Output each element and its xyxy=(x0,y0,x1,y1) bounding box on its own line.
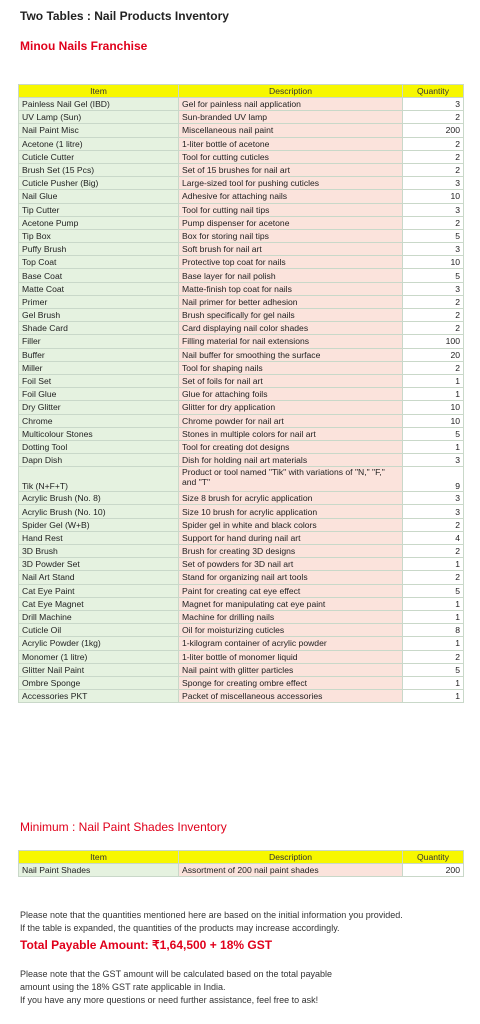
column-header-description: Description xyxy=(179,851,403,864)
quantity-cell: 4 xyxy=(403,531,464,544)
table-row xyxy=(19,637,464,650)
column-header-quantity: Quantity xyxy=(403,851,464,864)
description-cell: Filling material for nail extensions xyxy=(179,335,403,348)
item-cell: Nail Art Stand xyxy=(19,571,179,584)
description-cell: Sponge for creating ombre effect xyxy=(179,676,403,689)
quantity-cell: 1 xyxy=(403,690,464,703)
table-row xyxy=(19,440,464,453)
column-header-description: Description xyxy=(179,85,403,98)
item-cell: Painless Nail Gel (IBD) xyxy=(19,98,179,111)
quantity-cell: 10 xyxy=(403,256,464,269)
item-cell: Buffer xyxy=(19,348,179,361)
note-gst-2: amount using the 18% GST rate applicable in India. xyxy=(20,982,226,992)
note-help: If you have any more questions or need further assistance, feel free to ask! xyxy=(20,995,319,1005)
table-row xyxy=(19,518,464,531)
description-cell: Packet of miscellaneous accessories xyxy=(179,690,403,703)
item-cell: Nail Paint Misc xyxy=(19,124,179,137)
item-cell: Accessories PKT xyxy=(19,690,179,703)
item-cell: Chrome xyxy=(19,414,179,427)
quantity-cell: 2 xyxy=(403,322,464,335)
description-cell: Miscellaneous nail paint xyxy=(179,124,403,137)
item-cell: Monomer (1 litre) xyxy=(19,650,179,663)
item-cell: Cuticle Oil xyxy=(19,624,179,637)
description-cell: Pump dispenser for acetone xyxy=(179,216,403,229)
item-cell: Top Coat xyxy=(19,256,179,269)
note-gst-1: Please note that the GST amount will be calculated based on the total payable xyxy=(20,969,333,979)
item-cell: Acetone (1 litre) xyxy=(19,137,179,150)
table-row xyxy=(19,427,464,440)
description-cell: 1-liter bottle of acetone xyxy=(179,137,403,150)
table-row xyxy=(19,374,464,387)
item-cell: Tik (N+F+T) xyxy=(19,467,179,492)
table-row xyxy=(19,216,464,229)
table-row xyxy=(19,571,464,584)
item-cell: Filler xyxy=(19,335,179,348)
table-row xyxy=(19,531,464,544)
item-cell: Base Coat xyxy=(19,269,179,282)
quantity-cell: 10 xyxy=(403,190,464,203)
column-header-item: Item xyxy=(19,851,179,864)
description-cell: Adhesive for attaching nails xyxy=(179,190,403,203)
description-cell: Set of 15 brushes for nail art xyxy=(179,163,403,176)
description-cell: Stand for organizing nail art tools xyxy=(179,571,403,584)
quantity-cell: 3 xyxy=(403,505,464,518)
description-cell: Tool for shaping nails xyxy=(179,361,403,374)
item-cell: Matte Coat xyxy=(19,282,179,295)
table-row xyxy=(19,584,464,597)
quantity-cell: 5 xyxy=(403,229,464,242)
quantity-cell: 2 xyxy=(403,216,464,229)
table-row xyxy=(19,558,464,571)
quantity-cell: 3 xyxy=(403,177,464,190)
description-cell: Magnet for manipulating cat eye paint xyxy=(179,597,403,610)
quantity-cell: 2 xyxy=(403,111,464,124)
quantity-cell: 2 xyxy=(403,361,464,374)
quantity-cell: 2 xyxy=(403,295,464,308)
description-cell: Large-sized tool for pushing cuticles xyxy=(179,177,403,190)
quantity-cell: 1 xyxy=(403,374,464,387)
shades-table xyxy=(18,850,464,877)
quantity-cell: 9 xyxy=(403,467,464,492)
description-cell: Gel for painless nail application xyxy=(179,98,403,111)
quantity-cell: 1 xyxy=(403,676,464,689)
item-cell: UV Lamp (Sun) xyxy=(19,111,179,124)
table-row xyxy=(19,414,464,427)
description-cell: Card displaying nail color shades xyxy=(179,322,403,335)
description-cell: Size 10 brush for acrylic application xyxy=(179,505,403,518)
quantity-cell: 3 xyxy=(403,492,464,505)
item-cell: Foil Set xyxy=(19,374,179,387)
quantity-cell: 2 xyxy=(403,150,464,163)
description-cell: Set of foils for nail art xyxy=(179,374,403,387)
table-row xyxy=(19,269,464,282)
item-cell: Nail Paint Shades xyxy=(19,864,179,877)
table-header-row xyxy=(19,851,464,864)
description-cell: Size 8 brush for acrylic application xyxy=(179,492,403,505)
item-cell: Spider Gel (W+B) xyxy=(19,518,179,531)
item-cell: Glitter Nail Paint xyxy=(19,663,179,676)
item-cell: Acrylic Brush (No. 10) xyxy=(19,505,179,518)
table-row xyxy=(19,467,464,492)
description-cell: Stones in multiple colors for nail art xyxy=(179,427,403,440)
table-row xyxy=(19,163,464,176)
table-row xyxy=(19,663,464,676)
quantity-cell: 20 xyxy=(403,348,464,361)
item-cell: 3D Brush xyxy=(19,545,179,558)
table-row xyxy=(19,505,464,518)
quantity-cell: 1 xyxy=(403,597,464,610)
table-row xyxy=(19,190,464,203)
description-cell: Chrome powder for nail art xyxy=(179,414,403,427)
table-row xyxy=(19,864,464,877)
item-cell: Cat Eye Magnet xyxy=(19,597,179,610)
description-cell: Glitter for dry application xyxy=(179,401,403,414)
description-cell: Nail buffer for smoothing the surface xyxy=(179,348,403,361)
item-cell: Miller xyxy=(19,361,179,374)
item-cell: Cuticle Cutter xyxy=(19,150,179,163)
description-cell: Brush for creating 3D designs xyxy=(179,545,403,558)
table-row xyxy=(19,203,464,216)
quantity-cell: 5 xyxy=(403,584,464,597)
quantity-cell: 200 xyxy=(403,864,464,877)
quantity-cell: 1 xyxy=(403,558,464,571)
table-header-row xyxy=(19,85,464,98)
quantity-cell: 5 xyxy=(403,427,464,440)
description-cell: Glue for attaching foils xyxy=(179,388,403,401)
item-cell: Nail Glue xyxy=(19,190,179,203)
description-cell: Brush specifically for gel nails xyxy=(179,309,403,322)
quantity-cell: 5 xyxy=(403,269,464,282)
quantity-cell: 3 xyxy=(403,243,464,256)
description-cell: 1-kilogram container of acrylic powder xyxy=(179,637,403,650)
table-row xyxy=(19,229,464,242)
quantity-cell: 2 xyxy=(403,518,464,531)
quantity-cell: 1 xyxy=(403,388,464,401)
quantity-cell: 100 xyxy=(403,335,464,348)
quantity-cell: 1 xyxy=(403,637,464,650)
description-cell: Nail paint with glitter particles xyxy=(179,663,403,676)
description-cell: Machine for drilling nails xyxy=(179,610,403,623)
quantity-cell: 2 xyxy=(403,163,464,176)
description-cell: Paint for creating cat eye effect xyxy=(179,584,403,597)
table-row xyxy=(19,124,464,137)
products-table xyxy=(18,84,464,703)
item-cell: Acrylic Powder (1kg) xyxy=(19,637,179,650)
note-quantities: Please note that the quantities mentioned here are based on the initial information you provided. xyxy=(20,910,403,920)
table-row xyxy=(19,624,464,637)
page-title: Two Tables : Nail Products Inventory xyxy=(20,9,229,23)
item-cell: Hand Rest xyxy=(19,531,179,544)
item-cell: 3D Powder Set xyxy=(19,558,179,571)
column-header-quantity: Quantity xyxy=(403,85,464,98)
quantity-cell: 2 xyxy=(403,137,464,150)
description-cell: Soft brush for nail art xyxy=(179,243,403,256)
quantity-cell: 3 xyxy=(403,282,464,295)
table-row xyxy=(19,650,464,663)
item-cell: Acetone Pump xyxy=(19,216,179,229)
table-row xyxy=(19,111,464,124)
description-cell: Tool for creating dot designs xyxy=(179,440,403,453)
description-cell: Protective top coat for nails xyxy=(179,256,403,269)
column-header-item: Item xyxy=(19,85,179,98)
description-cell: 1-liter bottle of monomer liquid xyxy=(179,650,403,663)
table-row xyxy=(19,401,464,414)
item-cell: Dry Glitter xyxy=(19,401,179,414)
quantity-cell: 3 xyxy=(403,203,464,216)
quantity-cell: 1 xyxy=(403,440,464,453)
item-cell: Multicolour Stones xyxy=(19,427,179,440)
table-row xyxy=(19,597,464,610)
table-row xyxy=(19,243,464,256)
table-row xyxy=(19,137,464,150)
table-row xyxy=(19,322,464,335)
item-cell: Cuticle Pusher (Big) xyxy=(19,177,179,190)
quantity-cell: 10 xyxy=(403,414,464,427)
item-cell: Dotting Tool xyxy=(19,440,179,453)
table-row xyxy=(19,454,464,467)
quantity-cell: 1 xyxy=(403,610,464,623)
table-row xyxy=(19,335,464,348)
item-cell: Dapn Dish xyxy=(19,454,179,467)
item-cell: Brush Set (15 Pcs) xyxy=(19,163,179,176)
shades-section-title: Minimum : Nail Paint Shades Inventory xyxy=(20,820,227,834)
note-expansion: If the table is expanded, the quantities of the products may increase accordingly. xyxy=(20,923,340,933)
franchise-name: Minou Nails Franchise xyxy=(20,39,148,53)
description-cell: Tool for cutting nail tips xyxy=(179,203,403,216)
table-row xyxy=(19,295,464,308)
description-cell: Oil for moisturizing cuticles xyxy=(179,624,403,637)
quantity-cell: 8 xyxy=(403,624,464,637)
item-cell: Ombre Sponge xyxy=(19,676,179,689)
table-row xyxy=(19,348,464,361)
table-row xyxy=(19,690,464,703)
item-cell: Tip Box xyxy=(19,229,179,242)
table-row xyxy=(19,309,464,322)
quantity-cell: 2 xyxy=(403,571,464,584)
table-row xyxy=(19,256,464,269)
quantity-cell: 3 xyxy=(403,454,464,467)
table-row xyxy=(19,610,464,623)
item-cell: Puffy Brush xyxy=(19,243,179,256)
quantity-cell: 5 xyxy=(403,663,464,676)
quantity-cell: 3 xyxy=(403,98,464,111)
description-cell: Dish for holding nail art materials xyxy=(179,454,403,467)
item-cell: Shade Card xyxy=(19,322,179,335)
description-cell: Set of powders for 3D nail art xyxy=(179,558,403,571)
table-row xyxy=(19,150,464,163)
item-cell: Gel Brush xyxy=(19,309,179,322)
table-row xyxy=(19,492,464,505)
description-cell: Sun-branded UV lamp xyxy=(179,111,403,124)
table-row xyxy=(19,282,464,295)
description-cell: Base layer for nail polish xyxy=(179,269,403,282)
item-cell: Primer xyxy=(19,295,179,308)
table-row xyxy=(19,676,464,689)
item-cell: Tip Cutter xyxy=(19,203,179,216)
table-row xyxy=(19,545,464,558)
quantity-cell: 200 xyxy=(403,124,464,137)
quantity-cell: 2 xyxy=(403,545,464,558)
description-cell: Nail primer for better adhesion xyxy=(179,295,403,308)
item-cell: Drill Machine xyxy=(19,610,179,623)
description-cell: Support for hand during nail art xyxy=(179,531,403,544)
description-cell: Spider gel in white and black colors xyxy=(179,518,403,531)
description-cell: Tool for cutting cuticles xyxy=(179,150,403,163)
description-cell: Product or tool named "Tik" with variations of "N," "F," and "T" xyxy=(179,467,403,492)
item-cell: Foil Glue xyxy=(19,388,179,401)
item-cell: Cat Eye Paint xyxy=(19,584,179,597)
quantity-cell: 10 xyxy=(403,401,464,414)
description-cell: Matte-finish top coat for nails xyxy=(179,282,403,295)
quantity-cell: 2 xyxy=(403,309,464,322)
description-cell: Assortment of 200 nail paint shades xyxy=(179,864,403,877)
item-cell: Acrylic Brush (No. 8) xyxy=(19,492,179,505)
table-row xyxy=(19,361,464,374)
table-row xyxy=(19,177,464,190)
total-payable-amount: Total Payable Amount: ₹1,64,500 + 18% GST xyxy=(20,938,273,952)
table-row xyxy=(19,388,464,401)
description-cell: Box for storing nail tips xyxy=(179,229,403,242)
quantity-cell: 2 xyxy=(403,650,464,663)
table-row xyxy=(19,98,464,111)
